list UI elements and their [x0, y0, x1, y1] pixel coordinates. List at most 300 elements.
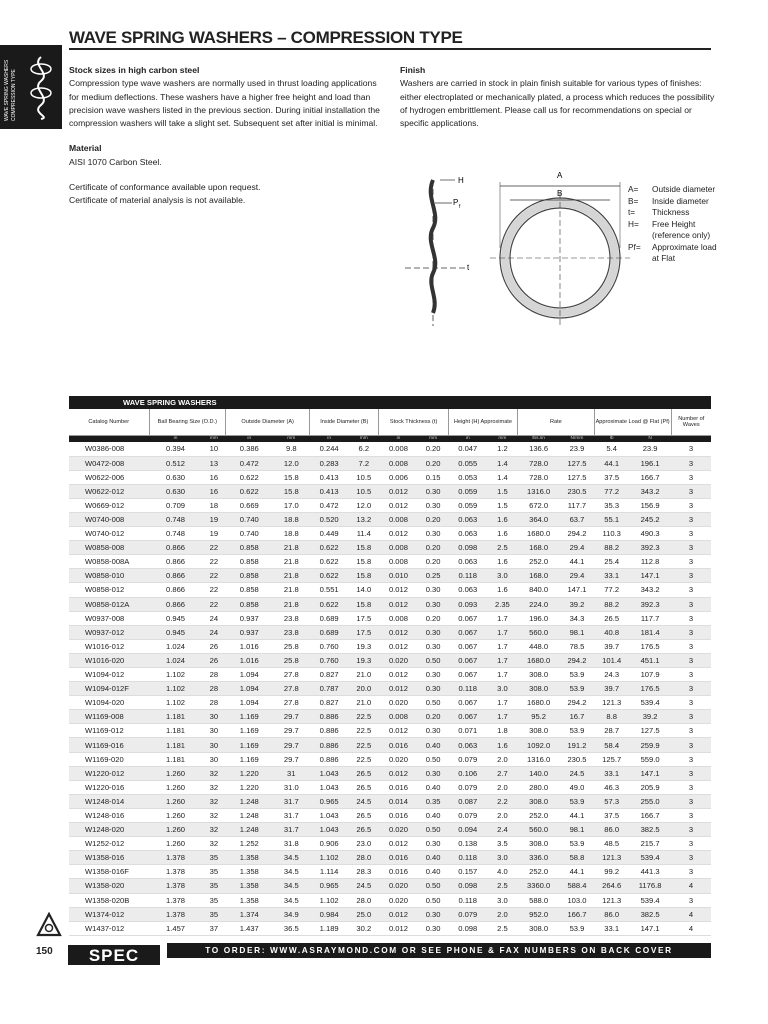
table-cell: 3: [671, 823, 711, 837]
table-cell: 3.0: [487, 569, 517, 583]
table-cell: 672.0: [518, 498, 560, 512]
title-divider: [69, 48, 711, 50]
table-cell: 1.169: [226, 738, 273, 752]
table-cell: 53.9: [560, 682, 595, 696]
catalog-number-cell: W1358-016: [69, 851, 149, 865]
table-cell: 147.1: [629, 921, 671, 935]
table-cell: 1.457: [149, 921, 202, 935]
table-cell: 21.8: [273, 597, 310, 611]
units-cell: mm: [487, 435, 517, 442]
table-cell: 255.0: [629, 794, 671, 808]
table-cell: 27.8: [273, 696, 310, 710]
table-cell: 3: [671, 865, 711, 879]
table-cell: 0.067: [448, 696, 487, 710]
table-cell: 245.2: [629, 512, 671, 526]
table-cell: 127.5: [560, 456, 595, 470]
table-cell: 15.8: [349, 541, 379, 555]
table-cell: 1.016: [226, 639, 273, 653]
table-cell: 0.20: [418, 555, 448, 569]
table-cell: 7.2: [349, 456, 379, 470]
table-row: [69, 921, 711, 935]
table-cell: 539.4: [629, 696, 671, 710]
table-cell: 205.9: [629, 780, 671, 794]
table-cell: 1.248: [226, 808, 273, 822]
catalog-number-cell: W0937-008: [69, 611, 149, 625]
table-cell: 15.8: [349, 569, 379, 583]
catalog-number-cell: W0740-012: [69, 527, 149, 541]
table-title: WAVE SPRING WASHERS: [69, 396, 711, 409]
table-cell: 588.0: [518, 893, 560, 907]
table-cell: 28.3: [349, 865, 379, 879]
table-cell: 1680.0: [518, 527, 560, 541]
table-row: [69, 851, 711, 865]
table-row: [69, 498, 711, 512]
table-cell: 0.059: [448, 498, 487, 512]
table-cell: 168.0: [518, 541, 560, 555]
table-cell: 0.008: [379, 456, 418, 470]
table-cell: 3: [671, 851, 711, 865]
label-b: B: [557, 189, 563, 198]
table-cell: 0.020: [379, 879, 418, 893]
table-cell: 3360.0: [518, 879, 560, 893]
table-row: [69, 668, 711, 682]
table-cell: 0.827: [310, 668, 349, 682]
table-cell: 1.169: [226, 752, 273, 766]
table-cell: 29.7: [273, 724, 310, 738]
table-cell: 53.9: [560, 837, 595, 851]
table-cell: 0.30: [418, 498, 448, 512]
table-cell: 32: [202, 808, 226, 822]
table-cell: 12.0: [273, 456, 310, 470]
table-cell: 0.008: [379, 541, 418, 555]
table-cell: 1.260: [149, 823, 202, 837]
table-cell: 0.118: [448, 893, 487, 907]
catalog-number-cell: W0858-010: [69, 569, 149, 583]
table-cell: 1.378: [149, 893, 202, 907]
table-cell: 1.220: [226, 766, 273, 780]
table-cell: 18: [202, 498, 226, 512]
table-cell: 3: [671, 555, 711, 569]
table-cell: 0.20: [418, 512, 448, 526]
table-cell: 25.0: [349, 907, 379, 921]
table-cell: 0.394: [149, 442, 202, 456]
table-cell: 0.20: [418, 456, 448, 470]
table-cell: 1.114: [310, 865, 349, 879]
catalog-number-cell: W1094-020: [69, 696, 149, 710]
table-cell: 0.063: [448, 555, 487, 569]
table-cell: 0.945: [149, 611, 202, 625]
table-cell: 0.016: [379, 808, 418, 822]
table-cell: 0.012: [379, 907, 418, 921]
table-cell: 490.3: [629, 527, 671, 541]
table-row: [69, 794, 711, 808]
table-cell: 147.1: [560, 583, 595, 597]
table-cell: 22.5: [349, 752, 379, 766]
table-row: [69, 696, 711, 710]
table-cell: 3: [671, 527, 711, 541]
table-cell: 27.8: [273, 682, 310, 696]
table-cell: 0.20: [418, 710, 448, 724]
table-cell: 0.858: [226, 569, 273, 583]
table-row: [69, 653, 711, 667]
table-cell: 0.945: [149, 625, 202, 639]
table-cell: 1.6: [487, 527, 517, 541]
table-cell: 15.8: [349, 555, 379, 569]
table-cell: 0.106: [448, 766, 487, 780]
table-cell: 0.098: [448, 879, 487, 893]
table-cell: 1.094: [226, 696, 273, 710]
table-row: [69, 823, 711, 837]
table-cell: 1.7: [487, 611, 517, 625]
table-row: [69, 682, 711, 696]
table-row: [69, 738, 711, 752]
table-cell: 21.8: [273, 541, 310, 555]
table-cell: 3: [671, 794, 711, 808]
table-cell: 308.0: [518, 682, 560, 696]
table-cell: 26.5: [594, 611, 629, 625]
table-cell: 121.3: [594, 893, 629, 907]
table-cell: 1316.0: [518, 484, 560, 498]
table-cell: 35: [202, 879, 226, 893]
table-cell: 19: [202, 512, 226, 526]
table-cell: 0.006: [379, 470, 418, 484]
table-cell: 0.138: [448, 837, 487, 851]
table-cell: 0.622: [310, 555, 349, 569]
table-cell: 0.709: [149, 498, 202, 512]
table-cell: 0.067: [448, 625, 487, 639]
units-cell: mm: [202, 435, 226, 442]
legend-row: B= Inside diameter: [628, 195, 709, 206]
catalog-number-cell: W1358-020B: [69, 893, 149, 907]
brand-text: SPEC: [88, 946, 140, 965]
table-cell: 3: [671, 780, 711, 794]
table-cell: 224.0: [518, 597, 560, 611]
column-header: Number of Waves: [671, 409, 711, 435]
units-cell: N: [629, 435, 671, 442]
table-cell: 0.016: [379, 865, 418, 879]
table-cell: 1.378: [149, 907, 202, 921]
table-cell: 952.0: [518, 907, 560, 921]
table-cell: 17.5: [349, 625, 379, 639]
table-cell: 343.2: [629, 583, 671, 597]
table-cell: 448.0: [518, 639, 560, 653]
table-cell: 2.0: [487, 808, 517, 822]
table-cell: 728.0: [518, 456, 560, 470]
table-cell: 1.181: [149, 738, 202, 752]
table-cell: 86.0: [594, 907, 629, 921]
table-cell: 0.067: [448, 653, 487, 667]
table-cell: 110.3: [594, 527, 629, 541]
table-cell: 539.4: [629, 893, 671, 907]
table-cell: 0.386: [226, 442, 273, 456]
table-cell: 12.0: [349, 498, 379, 512]
table-cell: 121.3: [594, 851, 629, 865]
table-cell: 88.2: [594, 597, 629, 611]
table-cell: 15.8: [273, 470, 310, 484]
table-cell: 1.024: [149, 639, 202, 653]
table-cell: 0.30: [418, 766, 448, 780]
table-cell: 3.0: [487, 893, 517, 907]
table-cell: 0.020: [379, 752, 418, 766]
table-cell: 0.50: [418, 696, 448, 710]
table-cell: 53.9: [560, 668, 595, 682]
table-cell: 3: [671, 639, 711, 653]
table-row: [69, 555, 711, 569]
table-cell: 35: [202, 907, 226, 921]
table-cell: 259.9: [629, 738, 671, 752]
table-cell: 1680.0: [518, 696, 560, 710]
legend-row: H= Free Height (reference only): [628, 218, 711, 240]
table-cell: 392.3: [629, 597, 671, 611]
table-cell: 3: [671, 668, 711, 682]
table-cell: 22: [202, 597, 226, 611]
table-cell: 3.0: [487, 851, 517, 865]
order-footer: TO ORDER: WWW.ASRAYMOND.COM OR SEE PHONE & FAX NUMBERS ON BACK COVER: [167, 943, 711, 958]
table-cell: 1.6: [487, 583, 517, 597]
table-cell: 215.7: [629, 837, 671, 851]
table-cell: 0.886: [310, 724, 349, 738]
table-cell: 0.760: [310, 653, 349, 667]
table-cell: 191.2: [560, 738, 595, 752]
table-cell: 0.965: [310, 794, 349, 808]
table-cell: 1.043: [310, 823, 349, 837]
table-cell: 36.5: [273, 921, 310, 935]
table-cell: 1.181: [149, 752, 202, 766]
table-row: [69, 865, 711, 879]
table-cell: 1.043: [310, 780, 349, 794]
catalog-number-cell: W0386-008: [69, 442, 149, 456]
table-cell: 34.5: [273, 893, 310, 907]
stock-heading: Stock sizes in high carbon steel: [69, 65, 200, 75]
table-cell: 3: [671, 808, 711, 822]
table-cell: 252.0: [518, 555, 560, 569]
cert-conformance: Certificate of conformance available upon request.: [69, 182, 261, 193]
table-cell: 34.5: [273, 865, 310, 879]
table-row: [69, 512, 711, 526]
table-cell: 31.7: [273, 808, 310, 822]
table-cell: 0.157: [448, 865, 487, 879]
table-row: [69, 724, 711, 738]
diagram-legend: [628, 184, 722, 265]
table-cell: 19.3: [349, 653, 379, 667]
table-cell: 3: [671, 569, 711, 583]
table-cell: 28: [202, 696, 226, 710]
table-row: [69, 597, 711, 611]
table-cell: 1.102: [149, 682, 202, 696]
catalog-number-cell: W1358-016F: [69, 865, 149, 879]
table-cell: 0.012: [379, 498, 418, 512]
units-cell: [69, 435, 149, 442]
table-cell: 2.5: [487, 921, 517, 935]
table-cell: 0.016: [379, 780, 418, 794]
table-cell: 3: [671, 766, 711, 780]
table-cell: 0.071: [448, 724, 487, 738]
table-cell: 99.2: [594, 865, 629, 879]
table-cell: 25.8: [273, 653, 310, 667]
table-cell: 28.0: [349, 851, 379, 865]
table-cell: 24: [202, 625, 226, 639]
material-heading: Material: [69, 143, 102, 154]
table-cell: 3: [671, 752, 711, 766]
table-cell: 0.40: [418, 780, 448, 794]
table-cell: 5.4: [594, 442, 629, 456]
table-cell: 0.012: [379, 724, 418, 738]
table-cell: 147.1: [629, 569, 671, 583]
table-cell: 0.622: [226, 484, 273, 498]
table-row: [69, 639, 711, 653]
table-cell: 2.0: [487, 907, 517, 921]
table-cell: 0.118: [448, 851, 487, 865]
catalog-number-cell: W1374-012: [69, 907, 149, 921]
table-cell: 53.9: [560, 921, 595, 935]
table-row: [69, 752, 711, 766]
table-cell: 21.0: [349, 668, 379, 682]
table-cell: 0.630: [149, 484, 202, 498]
table-cell: 0.059: [448, 484, 487, 498]
table-cell: 125.7: [594, 752, 629, 766]
table-row: [69, 907, 711, 921]
table-cell: 0.984: [310, 907, 349, 921]
table-cell: 15.8: [273, 484, 310, 498]
table-cell: 1.5: [487, 484, 517, 498]
table-cell: 53.9: [560, 724, 595, 738]
table-cell: 26: [202, 639, 226, 653]
table-cell: 1.7: [487, 653, 517, 667]
wave-washer-icon: [28, 55, 54, 121]
catalog-number-cell: W0669-012: [69, 498, 149, 512]
table-cell: 1176.8: [629, 879, 671, 893]
table-cell: 0.50: [418, 893, 448, 907]
table-cell: 0.30: [418, 668, 448, 682]
catalog-number-cell: W0622-012: [69, 484, 149, 498]
table-cell: 23.9: [560, 442, 595, 456]
table-cell: 127.5: [560, 470, 595, 484]
table-cell: 0.047: [448, 442, 487, 456]
table-cell: 0.20: [418, 611, 448, 625]
table-cell: 3: [671, 611, 711, 625]
table-cell: 0.622: [310, 541, 349, 555]
table-cell: 0.689: [310, 611, 349, 625]
catalog-number-cell: W0937-012: [69, 625, 149, 639]
table-cell: 31.7: [273, 823, 310, 837]
table-cell: 3.5: [487, 837, 517, 851]
table-cell: 1.378: [149, 865, 202, 879]
catalog-number-cell: W1248-014: [69, 794, 149, 808]
table-cell: 1.358: [226, 851, 273, 865]
table-cell: 0.858: [226, 583, 273, 597]
table-cell: 3: [671, 696, 711, 710]
table-cell: 29.4: [560, 541, 595, 555]
units-cell: in: [448, 435, 487, 442]
table-cell: 117.7: [629, 611, 671, 625]
right-column: [400, 64, 718, 130]
table-cell: 34.9: [273, 907, 310, 921]
table-cell: 3: [671, 837, 711, 851]
table-row: [69, 583, 711, 597]
table-row: [69, 893, 711, 907]
table-cell: 58.8: [560, 851, 595, 865]
table-cell: 147.1: [629, 766, 671, 780]
table-cell: 230.5: [560, 484, 595, 498]
table-cell: 1.102: [310, 851, 349, 865]
table-cell: 28: [202, 668, 226, 682]
table-cell: 29.4: [560, 569, 595, 583]
table-cell: 1.260: [149, 780, 202, 794]
table-cell: 0.50: [418, 879, 448, 893]
table-cell: 0.40: [418, 808, 448, 822]
table-cell: 49.0: [560, 780, 595, 794]
table-cell: 343.2: [629, 484, 671, 498]
table-cell: 3: [671, 456, 711, 470]
table-cell: 0.858: [226, 555, 273, 569]
table-cell: 1.043: [310, 766, 349, 780]
table-cell: 0.244: [310, 442, 349, 456]
table-cell: 0.520: [310, 512, 349, 526]
table-cell: 0.012: [379, 837, 418, 851]
table-cell: 1.189: [310, 921, 349, 935]
catalog-number-cell: W0472-008: [69, 456, 149, 470]
catalog-number-cell: W1248-020: [69, 823, 149, 837]
column-header: Approximate Load @ Flat (Pf): [594, 409, 671, 435]
washer-table: [69, 396, 711, 936]
units-cell: N/mm: [560, 435, 595, 442]
table-cell: 86.0: [594, 823, 629, 837]
table-cell: 0.098: [448, 921, 487, 935]
table-cell: 0.30: [418, 639, 448, 653]
table-cell: 31: [273, 766, 310, 780]
table-cell: 3: [671, 625, 711, 639]
table-cell: 252.0: [518, 808, 560, 822]
table-cell: 0.740: [226, 527, 273, 541]
table-cell: 181.4: [629, 625, 671, 639]
spec-logo: [68, 945, 160, 965]
units-cell: in: [379, 435, 418, 442]
table-cell: 127.5: [629, 724, 671, 738]
table-cell: 2.4: [487, 823, 517, 837]
table-cell: 1.169: [226, 710, 273, 724]
table-cell: 26: [202, 653, 226, 667]
table-cell: 0.669: [226, 498, 273, 512]
table-cell: 0.012: [379, 668, 418, 682]
table-cell: 0.740: [226, 512, 273, 526]
table-cell: 0.866: [149, 555, 202, 569]
table-cell: 1.7: [487, 625, 517, 639]
table-cell: 1.358: [226, 879, 273, 893]
table-cell: 0.886: [310, 752, 349, 766]
table-cell: 0.630: [149, 470, 202, 484]
table-cell: 1.437: [226, 921, 273, 935]
table-cell: 34.3: [560, 611, 595, 625]
legend-row: A= Outside diameter: [628, 184, 716, 194]
table-cell: 840.0: [518, 583, 560, 597]
table-cell: 44.1: [594, 456, 629, 470]
legend-row: Pf= Approximate load at Flat: [628, 241, 717, 263]
table-cell: 0.063: [448, 527, 487, 541]
table-cell: 121.3: [594, 696, 629, 710]
table-cell: 0.551: [310, 583, 349, 597]
table-cell: 32: [202, 837, 226, 851]
table-cell: 10: [202, 442, 226, 456]
units-cell: lb: [594, 435, 629, 442]
table-cell: 6.2: [349, 442, 379, 456]
table-cell: 308.0: [518, 837, 560, 851]
table-cell: 39.7: [594, 682, 629, 696]
table-cell: 1.4: [487, 470, 517, 484]
table-cell: 28: [202, 682, 226, 696]
table-cell: 0.937: [226, 625, 273, 639]
table-row: [69, 808, 711, 822]
table-cell: 24.5: [349, 794, 379, 808]
